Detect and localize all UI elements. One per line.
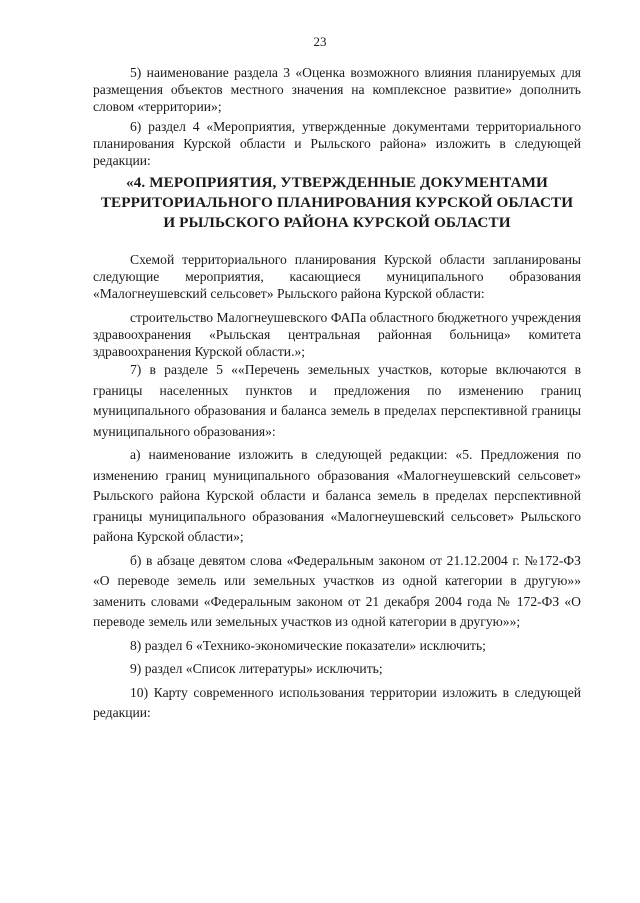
paragraph-item-5: 5) наименование раздела 3 «Оценка возможного влияния планируемых для размещения объектов местного значения на комплексное развитие» дополнить словом «территории»; <box>93 65 581 114</box>
paragraph-territorial-scheme: Схемой территориального планирования Курской области запланированы следующие мероприятия, касающиеся муниципального образования «Малогнеушевский сельсовет» Рыльского района Курской области: <box>93 252 581 301</box>
paragraph-item-9: 9) раздел «Список литературы» исключить; <box>130 661 383 676</box>
paragraph-item-6: 6) раздел 4 «Мероприятия, утвержденные документами территориального планирования Курской области и Рыльского района» изложить в следующей редакции: <box>93 119 581 168</box>
paragraph-item-10: 10) Карту современного использования территории изложить в следующей редакции: <box>93 684 581 720</box>
paragraph-item-7: 7) в разделе 5 ««Перечень земельных участков, которые включаются в границы населенных пунктов и предложения по изменению границ муниципального образования и баланса земель в пределах перспективной границы муниципального образования»: <box>93 362 581 439</box>
paragraph-item-8: 8) раздел 6 «Технико-экономические показатели» исключить; <box>130 637 486 653</box>
page-number: 23 <box>313 34 327 49</box>
section-heading: «4. МЕРОПРИЯТИЯ, УТВЕРЖДЕННЫЕ ДОКУМЕНТАМИ ТЕРРИТОРИАЛЬНОГО ПЛАНИРОВАНИЯ КУРСКОЙ ОБЛАСТИ И РЫЛЬСКОГО РАЙОНА КУРСКОЙ ОБЛАСТИ <box>100 174 574 231</box>
paragraph-item-7a: а) наименование изложить в следующей редакции: «5. Предложения по изменению границ муниципального образования «Малогнеушевский сельсовет» Рыльского района Курской области и баланса земель в пределах перспективной границы муниципального образования «Малогнеушевский сельсовет» Рыльского района Курской области»; <box>93 447 581 544</box>
paragraph-item-7b: б) в абзаце девятом слова «Федеральным законом от 21.12.2004 г. №172-ФЗ «О переводе земель или земельных участков из одной категории в другую»» заменить словами «Федеральным законом от 21 декабря 2004 года № 172-ФЗ «О переводе земель или земельных участков из одной категории в другую»»; <box>93 552 581 629</box>
document-body <box>93 64 581 724</box>
paragraph-construction: строительство Малогнеушевского ФАПа областного бюджетного учреждения здравоохранения «Рыльская центральная районная больница» комитета здравоохранения Курской области.»; <box>93 310 581 359</box>
